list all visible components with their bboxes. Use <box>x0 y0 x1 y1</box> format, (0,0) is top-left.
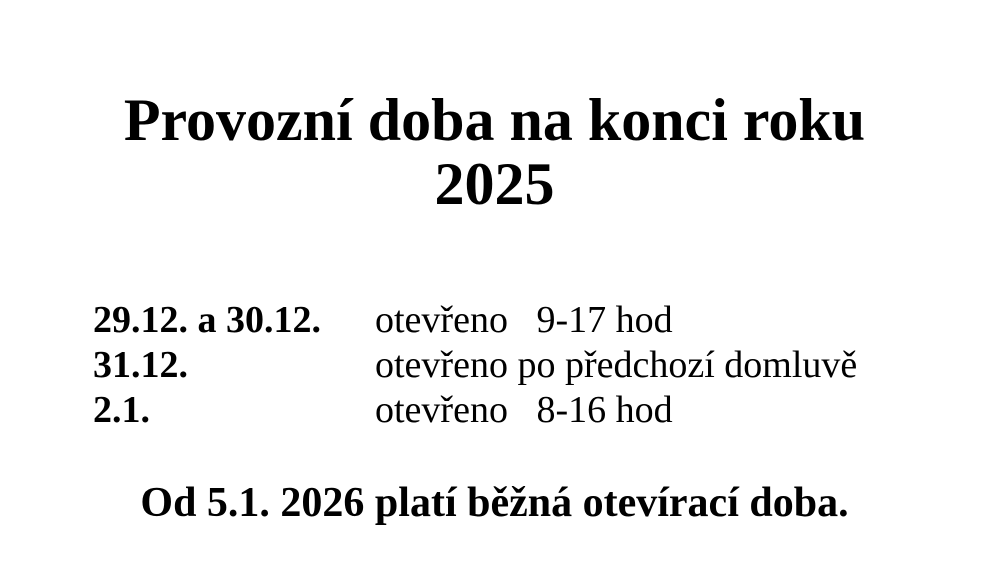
title-line-2: 2025 <box>434 151 555 217</box>
page-title <box>0 88 989 216</box>
schedule-date: 31.12. <box>93 344 188 386</box>
footer-note: Od 5.1. 2026 platí běžná otevírací doba. <box>140 480 849 526</box>
schedule-info: otevřeno po předchozí domluvě <box>375 344 858 386</box>
schedule-row <box>93 298 857 343</box>
opening-hours-schedule <box>93 298 857 433</box>
schedule-date: 29.12. a 30.12. <box>93 299 321 341</box>
title-line-1: Provozní doba na konci roku <box>123 87 866 153</box>
schedule-info: otevřeno 8-16 hod <box>375 389 673 431</box>
schedule-info: otevřeno 9-17 hod <box>375 299 673 341</box>
schedule-date: 2.1. <box>93 389 150 431</box>
schedule-row <box>93 388 857 433</box>
schedule-row <box>93 343 857 388</box>
